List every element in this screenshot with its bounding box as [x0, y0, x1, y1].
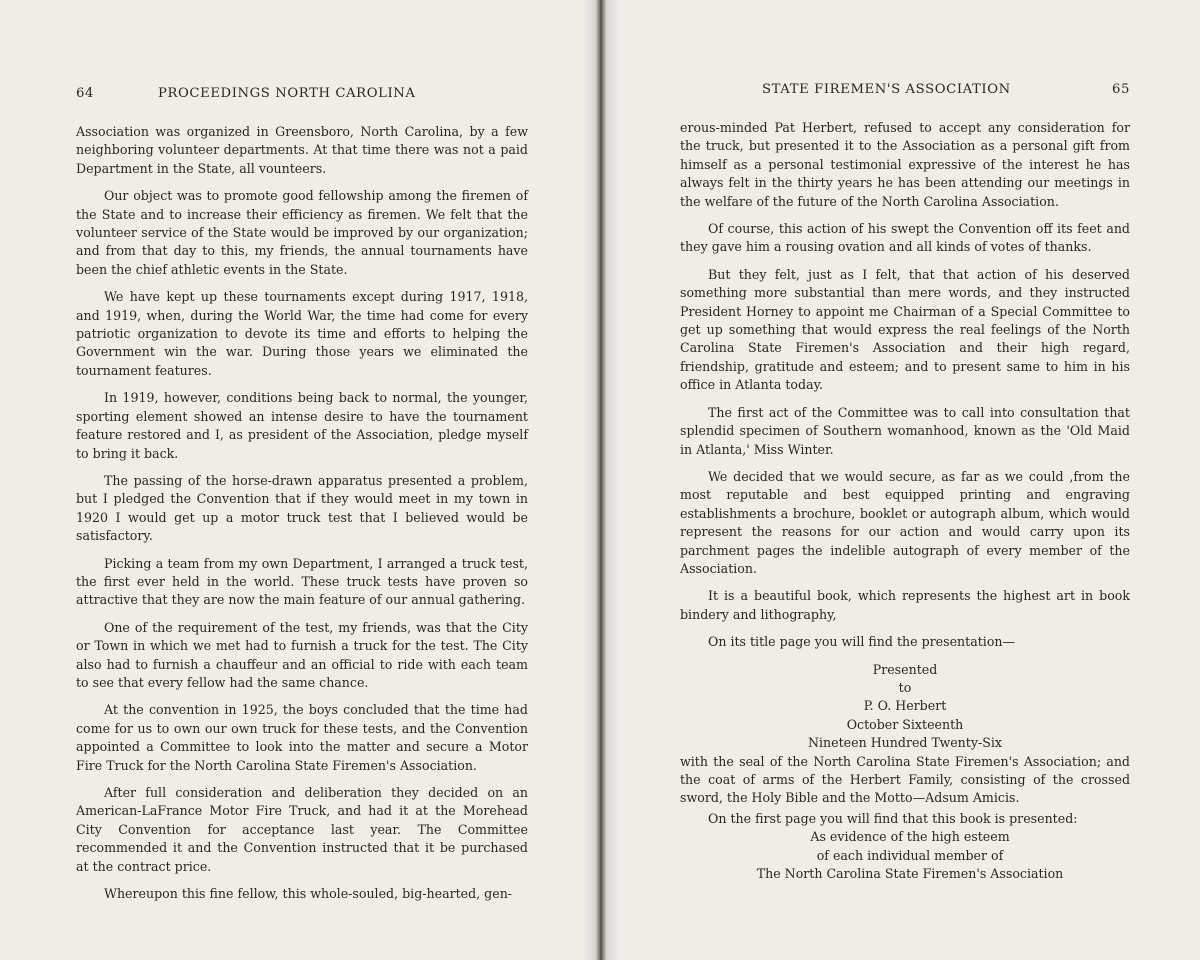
right-paragraph: We decided that we would secure, as far as we could ,from the most reputable and best equipped printing and engraving establishments a brochure, booklet or autograph album, which would represent the reasons for our action and would carry upon its parchment pages the indelible autograph of every member of the Association.: [680, 468, 1130, 576]
right-paragraph: On its title page you will find the presentation—: [708, 634, 1016, 650]
right-page: [598, 0, 1200, 960]
right-paragraph: Of course, this action of his swept the Convention off its feet and they gave him a rousing ovation and all kinds of votes of thanks.: [680, 221, 1130, 255]
left-page-number: 64: [76, 86, 94, 101]
presentation-block: [680, 661, 1130, 753]
right-page-number: 65: [1112, 82, 1130, 97]
dedication-line: The North Carolina State Firemen's Association: [756, 866, 1064, 882]
right-paragraph: But they felt, just as I felt, that that action of his deserved something more substantial than mere words, and they instructed President Horney to appoint me Chairman of a Special Committee to get up something that would express the real feelings of the North Carolina State Firemen's Association and their high regard, friendship, gratitude and esteem; and to present same to him in his office in Atlanta today.: [680, 266, 1130, 393]
right-paragraph: The first act of the Committee was to call into consultation that splendid specimen of Southern womanhood, known as the 'Old Maid in Atlanta,' Miss Winter.: [680, 404, 1130, 457]
first-page-paragraph: On the first page you will find that this book is presented:: [708, 810, 1078, 826]
presentation-line: P. O. Herbert: [863, 698, 947, 714]
left-page-header: [76, 86, 528, 101]
dedication-line: As evidence of the high esteem: [810, 829, 1010, 845]
presentation-line: October Sixteenth: [846, 716, 964, 732]
right-running-title: STATE FIREMEN'S ASSOCIATION: [762, 82, 1011, 97]
dedication-line: of each individual member of: [816, 847, 1004, 863]
seal-paragraph: with the seal of the North Carolina State Firemen's Association; and the coat of arms of the Herbert Family, consisting of the crossed sword, the Holy Bible and the Motto—Adsum Amicis.: [680, 753, 1130, 806]
presentation-line: to: [898, 679, 912, 695]
left-paragraph: At the convention in 1925, the boys concluded that the time had come for us to own our own truck for these tests, and the Convention appointed a Committee to look into the matter and secure a Motor Fire Truck for the North Carolina State Firemen's Association.: [76, 702, 528, 773]
right-page-header: [680, 82, 1130, 97]
left-paragraph: Picking a team from my own Department, I arranged a truck test, the first ever held in the world. These truck tests have proven so attractive that they are now the main feature of our annual gathering.: [76, 555, 528, 608]
left-paragraph: After full consideration and deliberation they decided on an American-LaFrance Motor Fire Truck, and had it at the Morehead City Convention for acceptance last year. The Committee recommended it and the Convention instructed that it be purchased at the contract price.: [76, 785, 528, 874]
left-paragraph: Association was organized in Greensboro, North Carolina, by a few neighboring volunteer departments. At that time there was not a paid Department in the State, all vounteers.: [76, 124, 528, 176]
left-paragraph: Whereupon this fine fellow, this whole-souled, big-hearted, gen-: [104, 886, 513, 902]
presentation-line: Nineteen Hundred Twenty-Six: [808, 735, 1002, 751]
left-paragraph: The passing of the horse-drawn apparatus presented a problem, but I pledged the Convention that if they would meet in my town in 1920 I would get up a motor truck test that I believed would be satisfactory.: [76, 472, 528, 544]
left-paragraph: Our object was to promote good fellowship among the firemen of the State and to increase their efficiency as firemen. We felt that the volunteer service of the State would be improved by our organization; and from that day to this, my friends, the annual tournaments have been the chief athletic events in the State.: [76, 188, 528, 277]
right-paragraph: It is a beautiful book, which represents the highest art in book bindery and lithography,: [680, 588, 1130, 622]
left-paragraph: One of the requirement of the test, my friends, was that the City or Town in which we met had to furnish a truck for the test. The City also had to furnish a chauffeur and an official to ride with each team to see that every fellow had the same chance.: [76, 619, 528, 690]
left-paragraph: In 1919, however, conditions being back to normal, the younger, sporting element showed an intense desire to have the tournament feature restored and I, as president of the Association, pledge myself to bring it back.: [76, 390, 528, 461]
left-page: [0, 0, 598, 960]
right-paragraph: erous-minded Pat Herbert, refused to accept any consideration for the truck, but presented it to the Association as a personal gift from himself as a personal testimonial expressive of the interest he has always felt in the thirty years he has been attending our meetings in the welfare of the future of the North Carolina Association.: [680, 120, 1130, 209]
dedication-block: [680, 828, 1130, 883]
left-paragraph: We have kept up these tournaments except during 1917, 1918, and 1919, when, during the World War, the time had come for every patriotic organization to devote its time and efforts to helping the Government win the war. During those years we eliminated the tournament features.: [76, 289, 528, 378]
presentation-line: Presented: [872, 661, 938, 677]
left-running-title: PROCEEDINGS NORTH CAROLINA: [157, 86, 416, 101]
